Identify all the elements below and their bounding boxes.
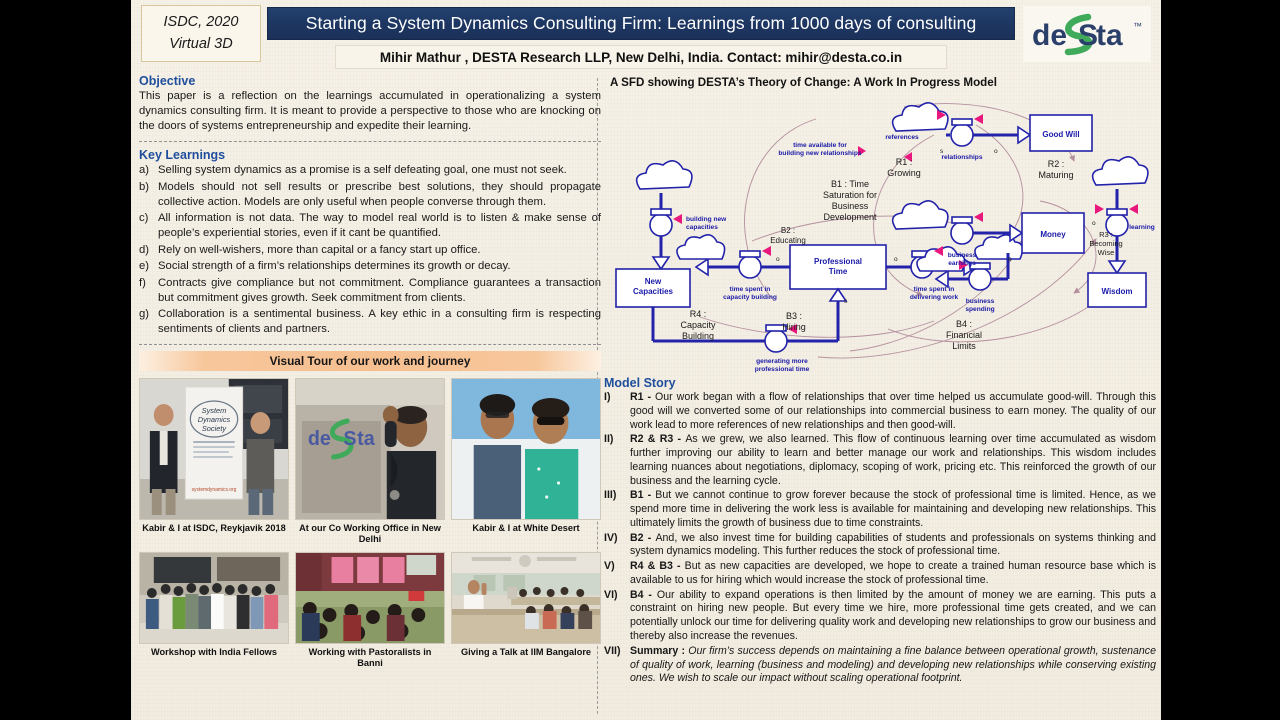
flow-label-building-new-capacities: building new bbox=[686, 216, 727, 223]
story-label: Summary : bbox=[630, 644, 689, 657]
flow-label-time-capacity-building-2: capacity building bbox=[723, 294, 777, 301]
svg-text:s: s bbox=[844, 298, 848, 305]
loop-label-b4-name: Financial bbox=[945, 330, 983, 340]
list-marker: f) bbox=[139, 276, 146, 289]
list-marker: a) bbox=[139, 164, 150, 177]
photo-image bbox=[296, 379, 444, 519]
author-affiliation-bar bbox=[335, 45, 947, 69]
stock-label-wisdom: Wisdom bbox=[1101, 287, 1133, 296]
sfd-title: A SFD showing DESTA’s Theory of Change: A Work In Progress Model bbox=[610, 76, 997, 89]
story-text bbox=[630, 433, 1156, 488]
loop-label-r2-name: Maturing bbox=[1038, 170, 1074, 180]
flow-label-business-earnings: business bbox=[947, 252, 977, 259]
list-item bbox=[139, 243, 601, 258]
svg-text:o: o bbox=[994, 148, 998, 155]
svg-text:ta: ta bbox=[1096, 19, 1123, 52]
list-marker: c) bbox=[139, 212, 149, 225]
photo-caption: Working with Pastoralists in Banni bbox=[308, 647, 432, 669]
loop-label-b3-name: Hiring bbox=[782, 322, 806, 332]
story-label: B1 - bbox=[630, 489, 656, 502]
story-numeral: IV) bbox=[604, 531, 618, 544]
photo-image bbox=[140, 553, 288, 643]
loop-label-b1: B1 : Time bbox=[830, 179, 870, 189]
photo-caption: Giving a Talk at IIM Bangalore bbox=[460, 647, 591, 658]
visual-tour-banner-text: Visual Tour of our work and journey bbox=[269, 354, 471, 369]
photo-caption: At our Co Working Office in New Delhi bbox=[299, 523, 441, 545]
conference-format: Virtual 3D bbox=[169, 35, 233, 52]
story-numeral: I) bbox=[604, 391, 611, 403]
list-text: Contracts give compliance but not commitment. Compliance guarantees a transaction but commitment gives growth. Seek commitment from clients. bbox=[158, 276, 601, 304]
flow-label-business-earnings-2: earnings bbox=[948, 260, 976, 267]
svg-text:ta: ta bbox=[357, 428, 375, 451]
story-label: R4 & B3 - bbox=[630, 560, 685, 573]
flow-label-business-spending-2: spending bbox=[965, 306, 995, 313]
svg-text:Dynamics: Dynamics bbox=[197, 415, 231, 425]
loop-label-b4: B4 : bbox=[955, 319, 973, 329]
list-marker: d) bbox=[139, 243, 150, 256]
list-item bbox=[139, 180, 601, 210]
list-text: All information is not data. The way to model real world is to listen & make sense of people’s experiential stories, even if it cant be quantified. bbox=[158, 212, 601, 240]
stock-label-new-capacities-2: Capacities bbox=[632, 287, 674, 296]
story-text bbox=[630, 391, 1156, 432]
list-text: Models should not sell results or prescribe best solutions, they should propagate collective action. Models are only useful when people converse through them. bbox=[158, 180, 601, 208]
photo-cell bbox=[139, 552, 289, 669]
flow-label-generating-more-time-2: professional time bbox=[754, 366, 810, 373]
svg-text:de: de bbox=[307, 428, 331, 451]
poster-title bbox=[267, 7, 1015, 40]
story-numeral: VII) bbox=[604, 644, 621, 657]
list-marker: g) bbox=[139, 308, 150, 321]
desta-logo bbox=[1023, 6, 1151, 62]
loop-label-r3-name: Becoming bbox=[1089, 239, 1123, 248]
loop-label-b1-name-3: Development bbox=[823, 212, 877, 222]
poster-title-text: Starting a System Dynamics Consulting Firm: Learnings from 1000 days of consulting bbox=[305, 13, 977, 33]
story-text bbox=[630, 532, 1156, 560]
svg-text:systemdynamics.org: systemdynamics.org bbox=[191, 488, 237, 494]
story-label: R2 & R3 - bbox=[630, 433, 686, 446]
list-marker: b) bbox=[139, 180, 150, 193]
loop-label-b1-name-2: Business bbox=[831, 201, 869, 211]
stock-label-money: Money bbox=[1040, 230, 1066, 239]
model-story-list bbox=[604, 391, 1156, 686]
loop-label-b3: B3 : bbox=[785, 311, 803, 321]
list-item bbox=[139, 307, 601, 337]
story-label: R1 - bbox=[630, 391, 656, 403]
svg-text:o: o bbox=[776, 256, 780, 263]
loop-label-r1: R1 : bbox=[895, 157, 913, 167]
story-body: Our work began with a flow of relationships that over time helped us accumulate good-will. Through this good will we converted some of our relationships into commercial business to earn money. The quality of our work lead to more references of new relationships and then good-will. bbox=[630, 391, 1156, 431]
list-item bbox=[604, 489, 1156, 530]
photo-cell bbox=[451, 552, 601, 669]
story-body: Our ability to expand operations is then limited by the amount of money we are earning. This puts a constraint on hiring new people. But every time we hire, more professional time gets created, and we can potentially unlock our time for delivering quality work and developing new relationships to grow our business and thereby also increase the revenues. bbox=[630, 588, 1156, 643]
divider-key-learnings bbox=[139, 344, 601, 345]
svg-text:o: o bbox=[1092, 220, 1096, 227]
flow-label-time-available-2: building new relationships bbox=[778, 150, 862, 157]
flow-label-time-available: time available for bbox=[793, 142, 847, 149]
loop-label-r4: R4 : bbox=[689, 309, 707, 319]
photo-cell bbox=[451, 378, 601, 545]
stock-label-professional-time: Professional bbox=[813, 257, 863, 266]
right-column bbox=[604, 74, 1156, 716]
svg-text:s: s bbox=[940, 148, 944, 155]
flow-label-time-capacity-building: time spent in bbox=[729, 286, 771, 293]
loop-label-b2-name: Educating bbox=[770, 236, 806, 245]
objective-heading: Objective bbox=[139, 74, 196, 88]
photo-iim-bangalore-talk bbox=[451, 552, 601, 644]
conference-name: ISDC, 2020 bbox=[163, 14, 239, 31]
story-numeral: III) bbox=[604, 489, 617, 502]
poster-sheet bbox=[131, 0, 1161, 720]
list-item bbox=[604, 391, 1156, 432]
list-marker: e) bbox=[139, 260, 150, 273]
stock-label-good-will: Good Will bbox=[1042, 130, 1080, 139]
svg-text:o: o bbox=[894, 256, 898, 263]
flow-label-building-new-capacities-2: capacities bbox=[686, 224, 718, 231]
flow-label-business-spending: business bbox=[965, 298, 995, 305]
photo-caption: Kabir & I at White Desert bbox=[472, 523, 580, 534]
story-numeral: V) bbox=[604, 560, 615, 573]
svg-text:S: S bbox=[1078, 19, 1099, 52]
svg-text:™: ™ bbox=[1133, 21, 1142, 31]
svg-text:S: S bbox=[343, 428, 357, 451]
photo-cell bbox=[295, 378, 445, 545]
photo-row-1 bbox=[139, 378, 601, 545]
flow-label-time-delivering-work-2: delivering work bbox=[909, 294, 959, 301]
photo-cell bbox=[139, 378, 289, 545]
list-item bbox=[139, 276, 601, 306]
story-body: And, we also invest time for building capabilities of students and professionals on systems thinking and system dynamics modeling. This further reduces the stock of professional time. bbox=[630, 531, 1156, 558]
key-learnings-list bbox=[139, 163, 601, 337]
sfd-canvas bbox=[604, 89, 1156, 374]
poster-header bbox=[131, 0, 1161, 72]
svg-text:System: System bbox=[201, 406, 227, 416]
list-item bbox=[604, 645, 1156, 686]
story-numeral: VI) bbox=[604, 588, 618, 601]
story-numeral: II) bbox=[604, 433, 614, 446]
story-body: But as new capacities are developed, we hope to create a trained human resource base which is available to us for hiring which would increase the stock of professional time. bbox=[630, 560, 1156, 586]
cloud-source bbox=[637, 161, 692, 189]
photo-image bbox=[140, 379, 288, 519]
flow-label-time-delivering-work: time spent in bbox=[913, 286, 955, 293]
photo-coworking-office bbox=[295, 378, 445, 520]
story-body: But we cannot continue to grow forever because the stock of professional time is limited. Hence, as we spend more time in delivering the work less is available for maintaining and developing new relationships. This ultimately limits the growth of business due to time constraints. bbox=[630, 489, 1156, 529]
photo-india-fellows-workshop bbox=[139, 552, 289, 644]
loop-label-r4-name: Capacity bbox=[680, 320, 716, 330]
photo-caption: Kabir & I at ISDC, Reykjavik 2018 bbox=[142, 523, 286, 534]
list-item bbox=[139, 259, 601, 274]
list-text: Social strength of a firm’s relationships determines its growth or decay. bbox=[158, 260, 511, 273]
story-text bbox=[630, 560, 1156, 588]
stock-flow-diagram bbox=[604, 89, 1156, 374]
desta-logo-icon bbox=[1026, 9, 1148, 59]
story-text bbox=[630, 589, 1156, 644]
photo-white-desert bbox=[451, 378, 601, 520]
list-item bbox=[604, 433, 1156, 488]
flow-label-generating-more-time: generating more bbox=[756, 358, 808, 365]
loop-label-b1-name: Saturation for bbox=[822, 190, 878, 200]
flow-label-relationships: relationships bbox=[941, 154, 983, 161]
svg-text:o: o bbox=[1008, 256, 1012, 263]
key-learnings-heading: Key Learnings bbox=[139, 148, 226, 163]
photo-row-2 bbox=[139, 552, 601, 669]
story-body: As we grew, we also learned. This flow of continuous learning over time accumulated as wisdom further improving our ability to learn and better manage our work and relationships. This wisdom includes learning nuances about negotiations, diplomacy, scoping of work, pricing etc. This reinforced the growth of our business and the learning cycle. bbox=[630, 433, 1156, 487]
list-item bbox=[139, 211, 601, 241]
stock-label-new-capacities: New bbox=[644, 277, 662, 286]
objective-text: This paper is a reflection on the learnings accumulated in operationalizing a system dynamics consulting firm. It is meant to provide a perspective to those who are knocking on the doors of systems entrepreneurship and expedite their learning. bbox=[139, 90, 601, 133]
list-item bbox=[604, 589, 1156, 644]
loop-label-r2: R2 : bbox=[1047, 159, 1065, 169]
photo-caption: Workshop with India Fellows bbox=[151, 647, 277, 658]
svg-text:de: de bbox=[1032, 19, 1068, 52]
visual-tour-banner bbox=[139, 351, 601, 371]
story-body: Our firm’s success depends on maintaining a fine balance between operational growth, sustenance of quality of work, learning (business and modeling) and developing new relationships while conserving existing ones. We wish to scale our impact without scaling operational footprint. bbox=[630, 644, 1156, 685]
story-label: B4 - bbox=[630, 588, 657, 601]
photo-isdc-reykjavik bbox=[139, 378, 289, 520]
photo-image bbox=[296, 553, 444, 643]
conference-badge bbox=[141, 5, 261, 62]
list-item bbox=[604, 560, 1156, 588]
svg-text:Society: Society bbox=[201, 424, 227, 434]
loop-label-r3: R3 : bbox=[1099, 230, 1113, 239]
photo-image bbox=[452, 553, 600, 643]
photo-cell bbox=[295, 552, 445, 669]
loop-label-b4-name-2: Limits bbox=[952, 341, 976, 351]
left-column bbox=[139, 74, 601, 716]
loop-label-r1-name: Growing bbox=[887, 168, 921, 178]
list-item bbox=[139, 163, 601, 178]
list-text: Collaboration is a sentimental business. A key ethic in a consulting firm is respecting sentiments of clients and partners. bbox=[158, 308, 601, 336]
loop-label-r4-name-2: Building bbox=[681, 331, 715, 341]
story-text bbox=[630, 645, 1156, 686]
list-text: Rely on well-wishers, more than capital or a fancy start up office. bbox=[158, 243, 481, 256]
divider-objective bbox=[139, 141, 601, 142]
story-text bbox=[630, 489, 1156, 530]
list-item bbox=[604, 532, 1156, 560]
flow-label-learning: learning bbox=[1129, 224, 1155, 231]
loop-label-b2: B2 : bbox=[780, 226, 796, 235]
flow-label-references: references bbox=[885, 134, 919, 141]
model-story-heading: Model Story bbox=[604, 376, 676, 390]
author-affiliation-text: Mihir Mathur , DESTA Research LLP, New Delhi, India. Contact: mihir@desta.co.in bbox=[379, 49, 903, 65]
photo-image bbox=[452, 379, 600, 519]
loop-label-r3-name-2: Wise bbox=[1097, 248, 1115, 257]
photo-pastoralists-banni bbox=[295, 552, 445, 644]
list-text: Selling system dynamics as a promise is a self defeating goal, one must not seek. bbox=[158, 164, 567, 177]
poster-body bbox=[131, 74, 1161, 720]
stock-label-professional-time-2: Time bbox=[828, 267, 848, 276]
story-label: B2 - bbox=[630, 531, 656, 544]
